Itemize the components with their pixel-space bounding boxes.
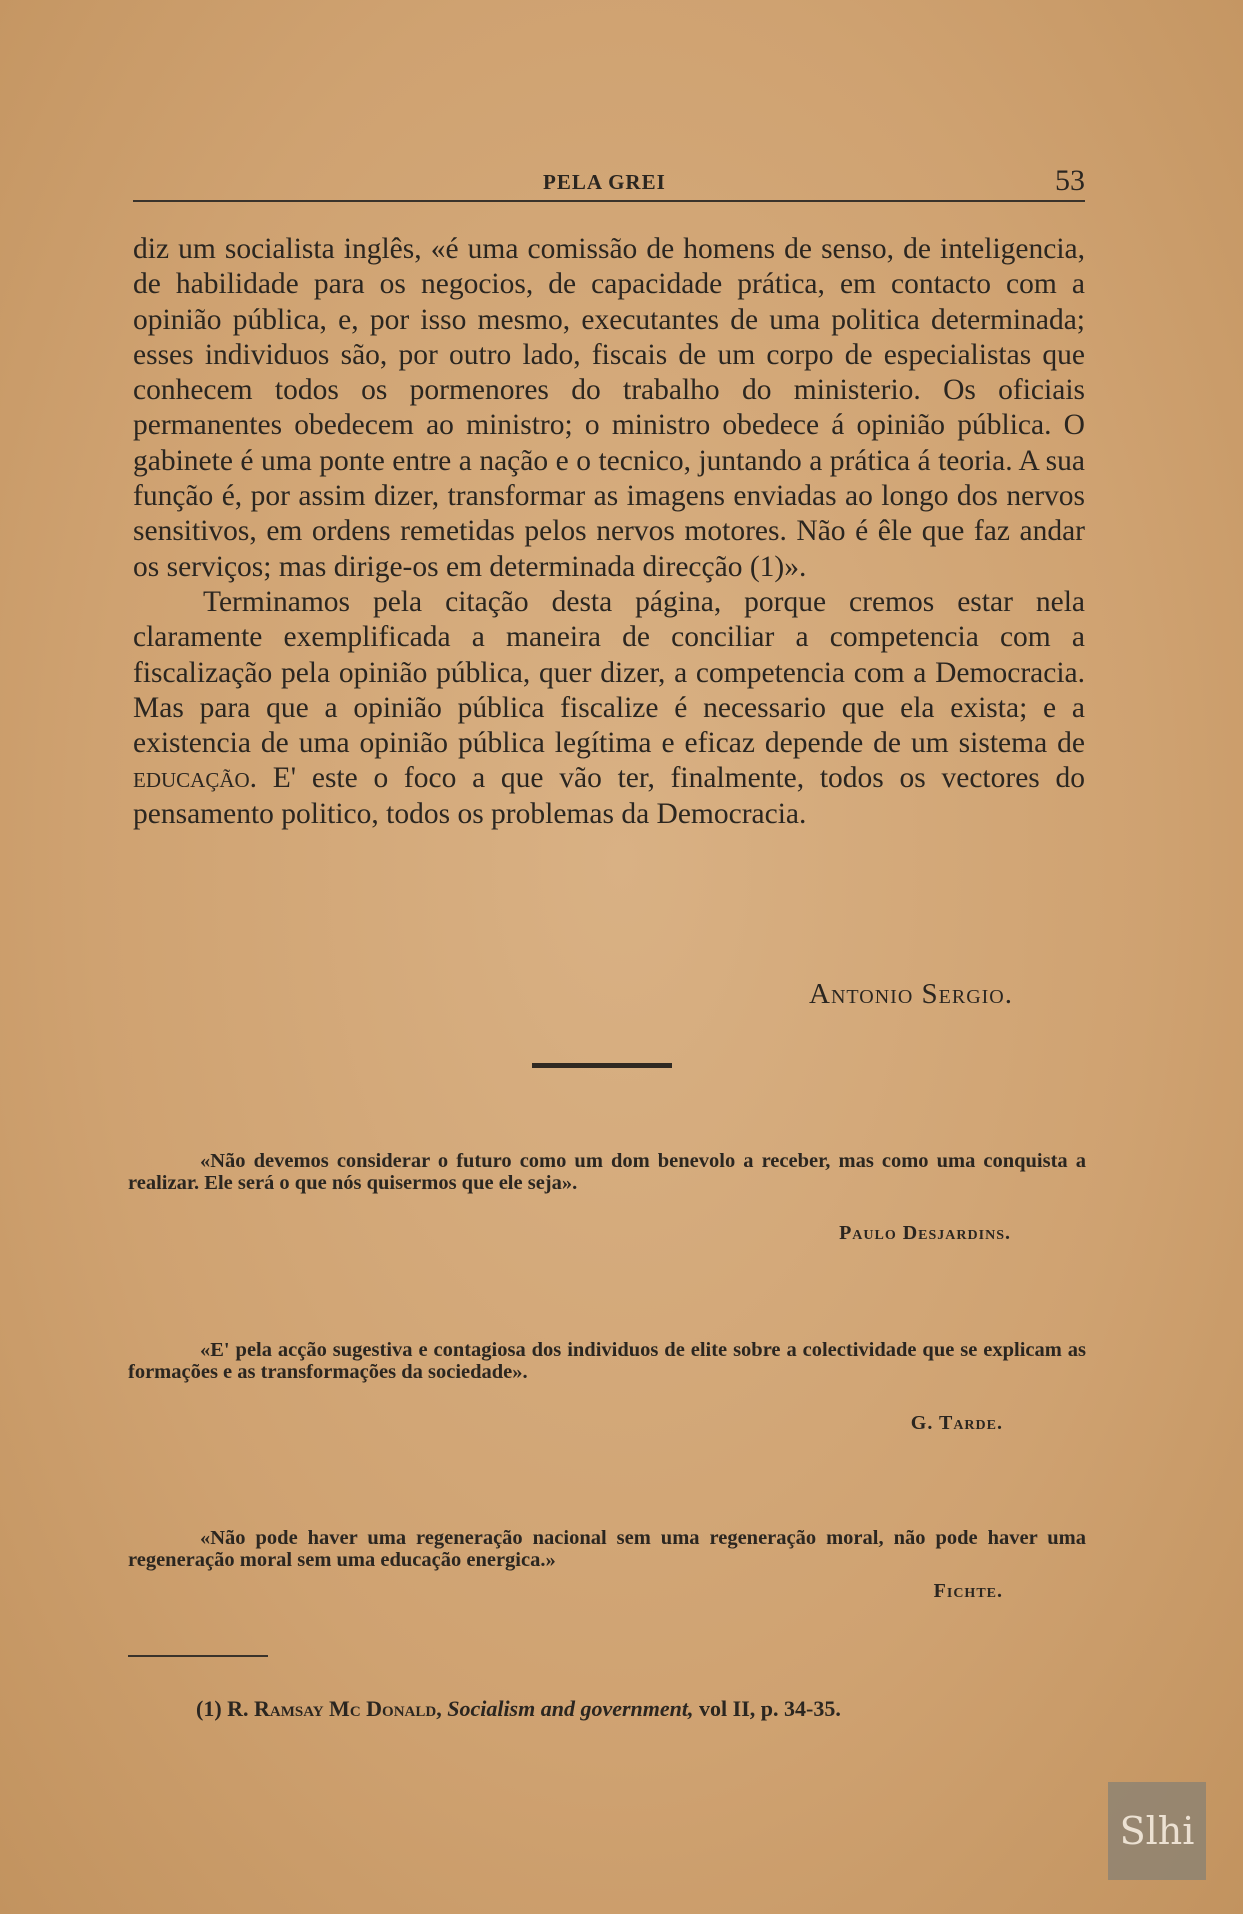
footnote-title: Socialism and government, bbox=[447, 1696, 694, 1721]
author-signature: Antonio Sergio. bbox=[809, 978, 1013, 1010]
footnote-marker: (1) bbox=[196, 1696, 222, 1721]
epigraph-quote bbox=[128, 1150, 1086, 1194]
footnote-rule bbox=[128, 1655, 268, 1657]
paragraph-text: Terminamos pela citação desta página, porque cremos estar nela claramente exemplificada a maneira de conciliar a competencia com a fiscalização pela opinião pública, quer dizer, a competencia com a Democracia. Mas para que a opinião pública fiscalize é necessario que ela exista; e a existencia de uma opinião pública legítima e eficaz depende de um sistema de bbox=[133, 585, 1085, 760]
quote-attribution: G. Tarde. bbox=[910, 1412, 1003, 1434]
quote-text: «Não devemos considerar o futuro como um dom benevolo a receber, mas como uma conquista a realizar. Ele será o que nós quisermos que ele seja». bbox=[128, 1150, 1086, 1194]
paragraph bbox=[133, 585, 1085, 832]
footnote-location: vol II, p. 34-35. bbox=[699, 1696, 841, 1721]
page-header bbox=[133, 166, 1085, 202]
running-head: PELA GREI bbox=[543, 170, 666, 194]
quote-attribution: Paulo Desjardins. bbox=[839, 1222, 1011, 1244]
footnote-author: R. Ramsay Mc Donald, bbox=[227, 1696, 442, 1721]
quote-text: «E' pela acção sugestiva e contagiosa dos individuos de elite sobre a colectividade que se explicam as formações e as transformações da sociedade». bbox=[128, 1339, 1086, 1383]
epigraph-quote bbox=[128, 1339, 1086, 1383]
quote-attribution: Fichte. bbox=[933, 1580, 1003, 1602]
body-text bbox=[133, 232, 1085, 832]
footnote bbox=[196, 1696, 841, 1722]
paragraph: diz um socialista inglês, «é uma comissão de homens de senso, de inteligencia, de habilidade para os negocios, de capacidade prática, em contacto com a opinião pública, e, por isso mesmo, executantes de uma politica determinada; esses individuos são, por outro lado, fiscais de um corpo de especialistas que conhecem todos os pormenores do trabalho do ministerio. Os oficiais permanentes obedecem ao ministro; o ministro obedece á opinião pública. O gabinete é uma ponte entre a nação e o tecnico, juntando a prática á teoria. A sua função é, por assim dizer, transformar as imagens enviadas ao longo dos nervos sensitivos, em ordens remetidas pelos nervos motores. Não é êle que faz andar os serviços; mas dirige-os em determinada direcção (1)». bbox=[133, 233, 1085, 583]
emphasis-word: educação bbox=[133, 762, 250, 795]
epigraph-quote bbox=[128, 1527, 1086, 1571]
quote-text: «Não pode haver uma regeneração nacional sem uma regeneração moral, não pode haver uma regeneração moral sem uma educação energica.» bbox=[128, 1527, 1086, 1571]
paragraph-text: . E' este o foco a que vão ter, finalmente, todos os vectores do pensamento politico, todos os problemas da Democracia. bbox=[133, 762, 1085, 830]
stamp-logo: Slhi bbox=[1119, 1809, 1195, 1853]
page-number: 53 bbox=[1055, 164, 1085, 197]
section-separator bbox=[532, 1063, 672, 1068]
library-stamp bbox=[1108, 1782, 1206, 1880]
